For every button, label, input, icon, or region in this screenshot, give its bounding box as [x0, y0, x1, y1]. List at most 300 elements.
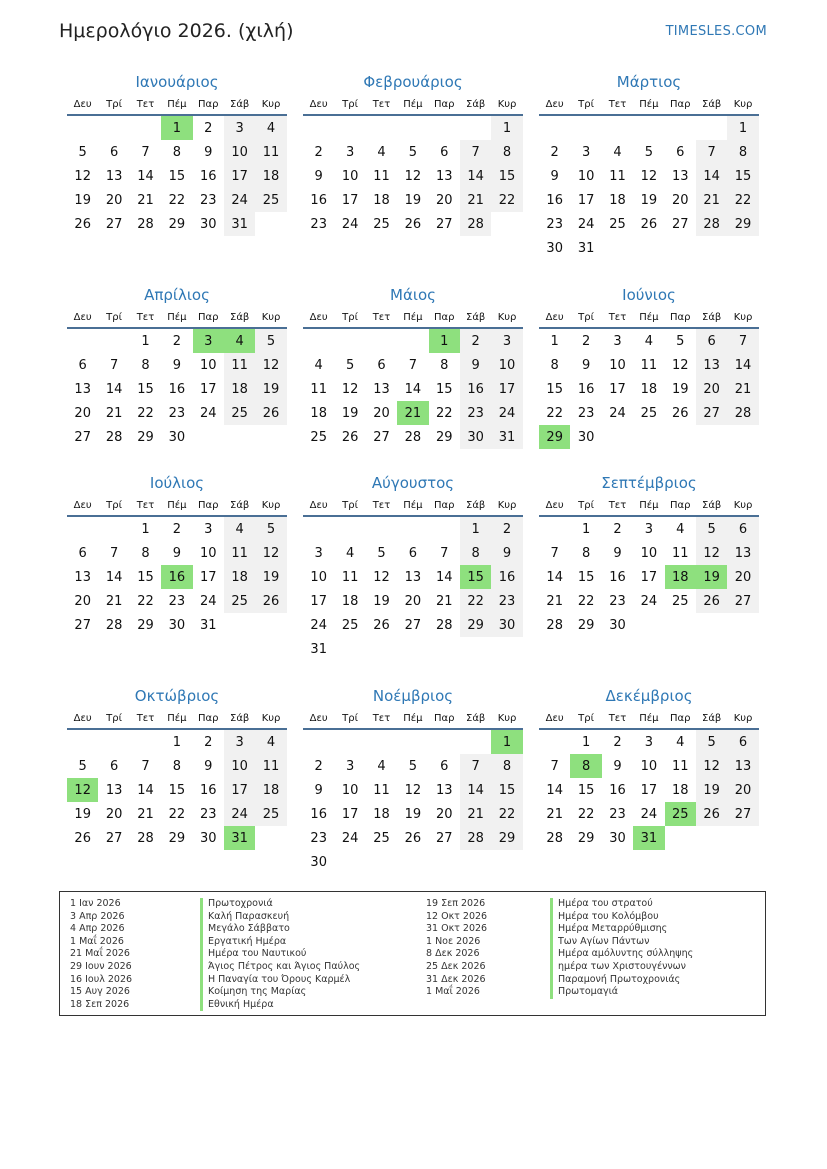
weekday-label: Τρί	[342, 499, 358, 511]
day-cell: 12	[255, 353, 286, 377]
day-cell: 26	[255, 401, 286, 425]
day-cell: 19	[404, 192, 422, 208]
month-name: Οκτώβριος	[134, 687, 220, 705]
weekday-label: Σάβ	[702, 712, 722, 724]
day-cell: 20	[727, 565, 758, 589]
day-cell: 22	[137, 593, 154, 609]
day-cell: 18	[224, 565, 255, 589]
legend-date: 1 Μαΐ 2026	[426, 986, 480, 998]
day-cell: 16	[546, 192, 563, 208]
days-grid	[303, 730, 523, 874]
day-cell: 20	[105, 192, 123, 208]
day-cell: 17	[199, 381, 217, 397]
empty-cell	[67, 517, 98, 541]
day-cell: 14	[460, 778, 491, 802]
day-cell: 2	[204, 734, 213, 750]
weekday-label: Πέμ	[403, 499, 423, 511]
day-cell: 7	[550, 758, 559, 774]
day-cell: 11	[609, 168, 626, 184]
month-name: Δεκέμβριος	[605, 687, 693, 705]
day-cell: 6	[676, 144, 685, 160]
day-cell: 5	[408, 758, 417, 774]
day-cell: 13	[435, 782, 453, 798]
weekday-header	[67, 708, 287, 730]
day-cell: 6	[377, 357, 386, 373]
day-cell: 14	[105, 381, 123, 397]
day-cell: 21	[105, 405, 123, 421]
day-cell: 11	[224, 541, 255, 565]
day-cell: 21	[460, 802, 491, 826]
day-cell: 19	[696, 778, 727, 802]
day-cell: 16	[199, 168, 217, 184]
day-cell: 21	[105, 593, 123, 609]
day-cell: 29	[168, 216, 186, 232]
day-cell: 10	[199, 545, 217, 561]
day-cell: 28	[546, 830, 563, 846]
day-cell: 5	[696, 730, 727, 754]
empty-cell	[130, 116, 161, 140]
day-cell: 12	[640, 168, 658, 184]
legend-holiday-name: Παραμονή Πρωτοχρονιάς	[550, 974, 693, 987]
day-cell: 9	[172, 357, 181, 373]
legend-date: 16 Ιουλ 2026	[70, 973, 133, 985]
day-cell: 16	[310, 192, 327, 208]
weekday-label: Δευ	[545, 98, 564, 110]
empty-cell	[334, 329, 365, 353]
day-cell: 18	[609, 192, 626, 208]
day-cell: 29	[137, 429, 154, 445]
day-cell: 7	[141, 144, 150, 160]
weekday-label: Παρ	[434, 499, 455, 511]
holiday-legend	[59, 891, 766, 1016]
weekday-label: Τετ	[608, 712, 627, 724]
month-block	[539, 471, 759, 637]
day-cell: 21	[137, 806, 154, 822]
empty-cell	[539, 517, 570, 541]
day-cell: 9	[613, 758, 622, 774]
day-cell: 20	[671, 192, 689, 208]
day-cell: 4	[644, 333, 653, 349]
weekday-label: Παρ	[670, 98, 691, 110]
month-name: Ιούλιος	[149, 474, 205, 492]
weekday-label: Δευ	[309, 98, 328, 110]
weekday-label: Παρ	[670, 311, 691, 323]
day-cell: 31	[199, 617, 217, 633]
day-cell: 5	[377, 545, 386, 561]
day-cell: 28	[460, 212, 491, 236]
day-cell: 4	[676, 734, 685, 750]
day-cell: 24	[224, 802, 255, 826]
day-cell: 6	[440, 758, 449, 774]
day-cell: 28	[404, 429, 422, 445]
day-cell: 29	[577, 830, 595, 846]
brand-link[interactable]: TIMESLES.COM	[665, 24, 767, 39]
day-cell: 15	[491, 778, 522, 802]
weekday-label: Πέμ	[403, 98, 423, 110]
day-cell: 10	[640, 545, 658, 561]
day-cell: 29	[491, 826, 522, 850]
legend-dates-col-1	[70, 898, 132, 1011]
day-cell: 25	[671, 593, 689, 609]
day-cell: 18	[224, 377, 255, 401]
days-grid	[539, 517, 759, 637]
day-cell: 14	[137, 782, 154, 798]
weekday-label: Πέμ	[639, 712, 659, 724]
day-cell: 14	[404, 381, 422, 397]
weekday-label: Κυρ	[733, 499, 753, 511]
day-cell: 26	[373, 617, 390, 633]
weekday-label: Κυρ	[497, 712, 517, 724]
day-cell: 5	[696, 517, 727, 541]
weekday-label: Τετ	[136, 499, 155, 511]
day-cell: 21	[696, 188, 727, 212]
day-cell: 6	[109, 758, 119, 774]
day-cell: 7	[141, 758, 150, 774]
month-block	[67, 283, 287, 449]
empty-cell	[429, 517, 460, 541]
day-cell: 26	[255, 589, 286, 613]
day-cell: 15	[168, 782, 186, 798]
legend-holiday-name: Εργατική Ημέρα	[200, 936, 360, 949]
weekday-label: Πέμ	[403, 311, 423, 323]
day-cell: 22	[491, 802, 522, 826]
day-cell: 27	[105, 830, 123, 846]
day-cell: 8	[141, 545, 150, 561]
day-cell: 28	[137, 830, 154, 846]
holiday-day-cell: 31	[633, 826, 664, 850]
holiday-day-cell: 4	[224, 329, 255, 353]
empty-cell	[397, 329, 428, 353]
legend-date: 3 Απρ 2026	[70, 910, 125, 922]
legend-date: 29 Ιουν 2026	[70, 960, 132, 972]
day-cell: 5	[408, 144, 417, 160]
weekday-label: Κυρ	[261, 98, 281, 110]
day-cell: 16	[491, 565, 522, 589]
day-cell: 10	[310, 569, 327, 585]
day-cell: 12	[373, 569, 390, 585]
month-block	[539, 684, 759, 850]
day-cell: 23	[546, 216, 563, 232]
month-block	[303, 70, 523, 236]
day-cell: 8	[727, 140, 758, 164]
legend-date: 25 Δεκ 2026	[426, 960, 486, 972]
day-cell: 1	[491, 116, 522, 140]
day-cell: 23	[168, 593, 186, 609]
day-cell: 5	[676, 333, 685, 349]
weekday-label: Δευ	[73, 98, 92, 110]
weekday-label: Σάβ	[466, 311, 486, 323]
day-cell: 30	[168, 617, 186, 633]
legend-date: 21 Μαΐ 2026	[70, 948, 130, 960]
weekday-label: Τρί	[106, 712, 122, 724]
day-cell: 12	[671, 357, 689, 373]
day-cell: 2	[172, 521, 181, 537]
weekday-label: Πέμ	[167, 98, 187, 110]
day-cell: 18	[640, 381, 658, 397]
month-block	[539, 283, 759, 449]
empty-cell	[303, 329, 334, 353]
day-cell: 16	[168, 381, 186, 397]
day-cell: 26	[696, 802, 727, 826]
day-cell: 20	[727, 778, 758, 802]
day-cell: 30	[491, 613, 522, 637]
day-cell: 19	[255, 565, 286, 589]
day-cell: 11	[255, 140, 286, 164]
day-cell: 23	[310, 216, 327, 232]
weekday-label: Τρί	[342, 98, 358, 110]
weekday-label: Τετ	[136, 712, 155, 724]
day-cell: 9	[491, 541, 522, 565]
day-cell: 3	[613, 333, 622, 349]
day-cell: 30	[199, 216, 217, 232]
legend-names-col-2	[550, 898, 693, 999]
day-cell: 14	[137, 168, 154, 184]
day-cell: 30	[609, 617, 626, 633]
month-block	[539, 70, 759, 260]
weekday-label: Πέμ	[167, 311, 187, 323]
day-cell: 14	[546, 569, 563, 585]
day-cell: 29	[577, 617, 595, 633]
month-name: Απρίλιος	[144, 286, 210, 304]
weekday-label: Τρί	[342, 712, 358, 724]
day-cell: 19	[404, 806, 422, 822]
day-cell: 30	[168, 429, 186, 445]
legend-date: 15 Αυγ 2026	[70, 986, 130, 998]
weekday-label: Σάβ	[466, 712, 486, 724]
weekday-label: Σάβ	[230, 98, 250, 110]
weekday-label: Τετ	[136, 98, 155, 110]
day-cell: 13	[727, 754, 758, 778]
day-cell: 30	[199, 830, 217, 846]
legend-date: 19 Σεπ 2026	[426, 898, 486, 909]
day-cell: 24	[199, 593, 217, 609]
weekday-label: Πέμ	[167, 499, 187, 511]
day-cell: 5	[255, 329, 286, 353]
day-cell: 24	[640, 806, 658, 822]
day-cell: 28	[727, 401, 758, 425]
day-cell: 10	[341, 782, 359, 798]
day-cell: 10	[609, 357, 626, 373]
day-cell: 12	[696, 754, 727, 778]
day-cell: 3	[314, 545, 323, 561]
day-cell: 19	[74, 192, 91, 208]
day-cell: 25	[341, 617, 359, 633]
legend-holiday-name: ημέρα των Χριστουγέννων	[550, 961, 693, 974]
day-cell: 1	[727, 116, 758, 140]
day-cell: 12	[696, 541, 727, 565]
weekday-label: Κυρ	[733, 98, 753, 110]
day-cell: 6	[109, 144, 119, 160]
day-cell: 2	[613, 734, 622, 750]
weekday-label: Τρί	[578, 311, 594, 323]
month-name: Μάρτιος	[616, 73, 682, 91]
empty-cell	[67, 329, 98, 353]
day-cell: 5	[78, 144, 87, 160]
empty-cell	[665, 116, 696, 140]
day-cell: 14	[546, 782, 563, 798]
day-cell: 10	[224, 140, 255, 164]
empty-cell	[539, 730, 570, 754]
day-cell: 2	[204, 120, 213, 136]
day-cell: 24	[640, 593, 658, 609]
day-cell: 27	[696, 401, 727, 425]
day-cell: 9	[550, 168, 559, 184]
weekday-header	[539, 94, 759, 116]
weekday-label: Κυρ	[497, 311, 517, 323]
day-cell: 3	[581, 144, 591, 160]
empty-cell	[67, 116, 98, 140]
legend-date: 1 Μαΐ 2026	[70, 935, 124, 947]
day-cell: 7	[460, 754, 491, 778]
day-cell: 10	[491, 353, 522, 377]
day-cell: 19	[640, 192, 658, 208]
month-block	[67, 471, 287, 637]
day-cell: 17	[199, 569, 217, 585]
day-cell: 16	[310, 806, 327, 822]
day-cell: 9	[314, 168, 323, 184]
day-cell: 9	[613, 545, 622, 561]
days-grid	[539, 116, 759, 260]
day-cell: 7	[727, 329, 758, 353]
day-cell: 8	[141, 357, 150, 373]
day-cell: 6	[408, 545, 417, 561]
holiday-day-cell: 31	[224, 826, 255, 850]
day-cell: 19	[255, 377, 286, 401]
day-cell: 25	[224, 401, 255, 425]
day-cell: 14	[105, 569, 123, 585]
day-cell: 4	[255, 730, 286, 754]
day-cell: 22	[577, 593, 595, 609]
day-cell: 30	[577, 429, 595, 445]
empty-cell	[334, 730, 365, 754]
day-cell: 15	[491, 164, 522, 188]
day-cell: 30	[310, 854, 327, 870]
month-block	[303, 684, 523, 874]
day-cell: 1	[172, 734, 181, 750]
holiday-day-cell: 25	[665, 802, 696, 826]
holiday-day-cell: 19	[696, 565, 727, 589]
month-name: Σεπτέμβριος	[601, 474, 697, 492]
day-cell: 13	[373, 381, 390, 397]
weekday-label: Κυρ	[497, 98, 517, 110]
days-grid	[539, 730, 759, 850]
day-cell: 27	[404, 617, 422, 633]
day-cell: 13	[404, 569, 422, 585]
day-cell: 22	[435, 405, 453, 421]
day-cell: 13	[105, 782, 123, 798]
day-cell: 7	[109, 545, 119, 561]
weekday-label: Κυρ	[733, 311, 753, 323]
holiday-day-cell: 12	[67, 778, 98, 802]
day-cell: 24	[341, 216, 359, 232]
weekday-label: Τετ	[608, 98, 627, 110]
day-cell: 18	[255, 164, 286, 188]
day-cell: 20	[404, 593, 422, 609]
day-cell: 23	[199, 806, 217, 822]
weekday-label: Δευ	[73, 311, 92, 323]
day-cell: 19	[373, 593, 390, 609]
day-cell: 18	[310, 405, 327, 421]
weekday-label: Δευ	[309, 712, 328, 724]
day-cell: 20	[74, 405, 91, 421]
day-cell: 2	[460, 329, 491, 353]
day-cell: 15	[546, 381, 563, 397]
day-cell: 26	[341, 429, 359, 445]
month-name: Μάιος	[390, 286, 436, 304]
empty-cell	[570, 116, 601, 140]
day-cell: 26	[74, 830, 91, 846]
month-block	[303, 471, 523, 661]
day-cell: 23	[577, 405, 595, 421]
day-cell: 8	[172, 144, 181, 160]
empty-cell	[130, 730, 161, 754]
day-cell: 12	[74, 168, 91, 184]
weekday-label: Τρί	[342, 311, 358, 323]
day-cell: 21	[435, 593, 453, 609]
day-cell: 13	[671, 168, 689, 184]
day-cell: 28	[435, 617, 453, 633]
weekday-label: Παρ	[198, 311, 219, 323]
weekday-label: Τρί	[578, 712, 594, 724]
month-name: Φεβρουάριος	[363, 73, 463, 91]
weekday-label: Πέμ	[167, 712, 187, 724]
empty-cell	[366, 517, 397, 541]
legend-holiday-name: Μεγάλο Σάββατο	[200, 923, 360, 936]
day-cell: 28	[137, 216, 154, 232]
day-cell: 16	[199, 782, 217, 798]
day-cell: 22	[168, 806, 186, 822]
legend-holiday-name: Πρωτοχρονιά	[200, 898, 360, 911]
day-cell: 23	[609, 593, 626, 609]
day-cell: 8	[460, 541, 491, 565]
weekday-label: Παρ	[670, 712, 691, 724]
days-grid	[539, 329, 759, 449]
day-cell: 12	[404, 168, 422, 184]
day-cell: 22	[460, 589, 491, 613]
days-grid	[67, 517, 287, 637]
day-cell: 21	[727, 377, 758, 401]
weekday-header	[539, 307, 759, 329]
day-cell: 17	[224, 778, 255, 802]
day-cell: 9	[204, 144, 213, 160]
day-cell: 11	[671, 545, 689, 561]
day-cell: 29	[137, 617, 154, 633]
legend-date: 4 Απρ 2026	[70, 923, 125, 935]
day-cell: 17	[341, 192, 359, 208]
day-cell: 22	[168, 192, 186, 208]
day-cell: 4	[224, 517, 255, 541]
day-cell: 5	[644, 144, 653, 160]
day-cell: 29	[727, 212, 758, 236]
day-cell: 28	[105, 617, 123, 633]
day-cell: 23	[609, 806, 626, 822]
day-cell: 26	[640, 216, 658, 232]
empty-cell	[366, 116, 397, 140]
day-cell: 24	[491, 401, 522, 425]
weekday-header	[67, 495, 287, 517]
month-name: Ιανουάριος	[135, 73, 219, 91]
weekday-label: Δευ	[73, 499, 92, 511]
day-cell: 1	[141, 333, 150, 349]
legend-date: 12 Οκτ 2026	[426, 910, 488, 922]
day-cell: 13	[696, 353, 727, 377]
day-cell: 27	[105, 216, 123, 232]
holiday-day-cell: 8	[570, 754, 601, 778]
legend-holiday-name: Ημέρα του Ναυτικού	[200, 948, 360, 961]
day-cell: 3	[224, 730, 255, 754]
day-cell: 21	[546, 593, 563, 609]
day-cell: 7	[109, 357, 119, 373]
